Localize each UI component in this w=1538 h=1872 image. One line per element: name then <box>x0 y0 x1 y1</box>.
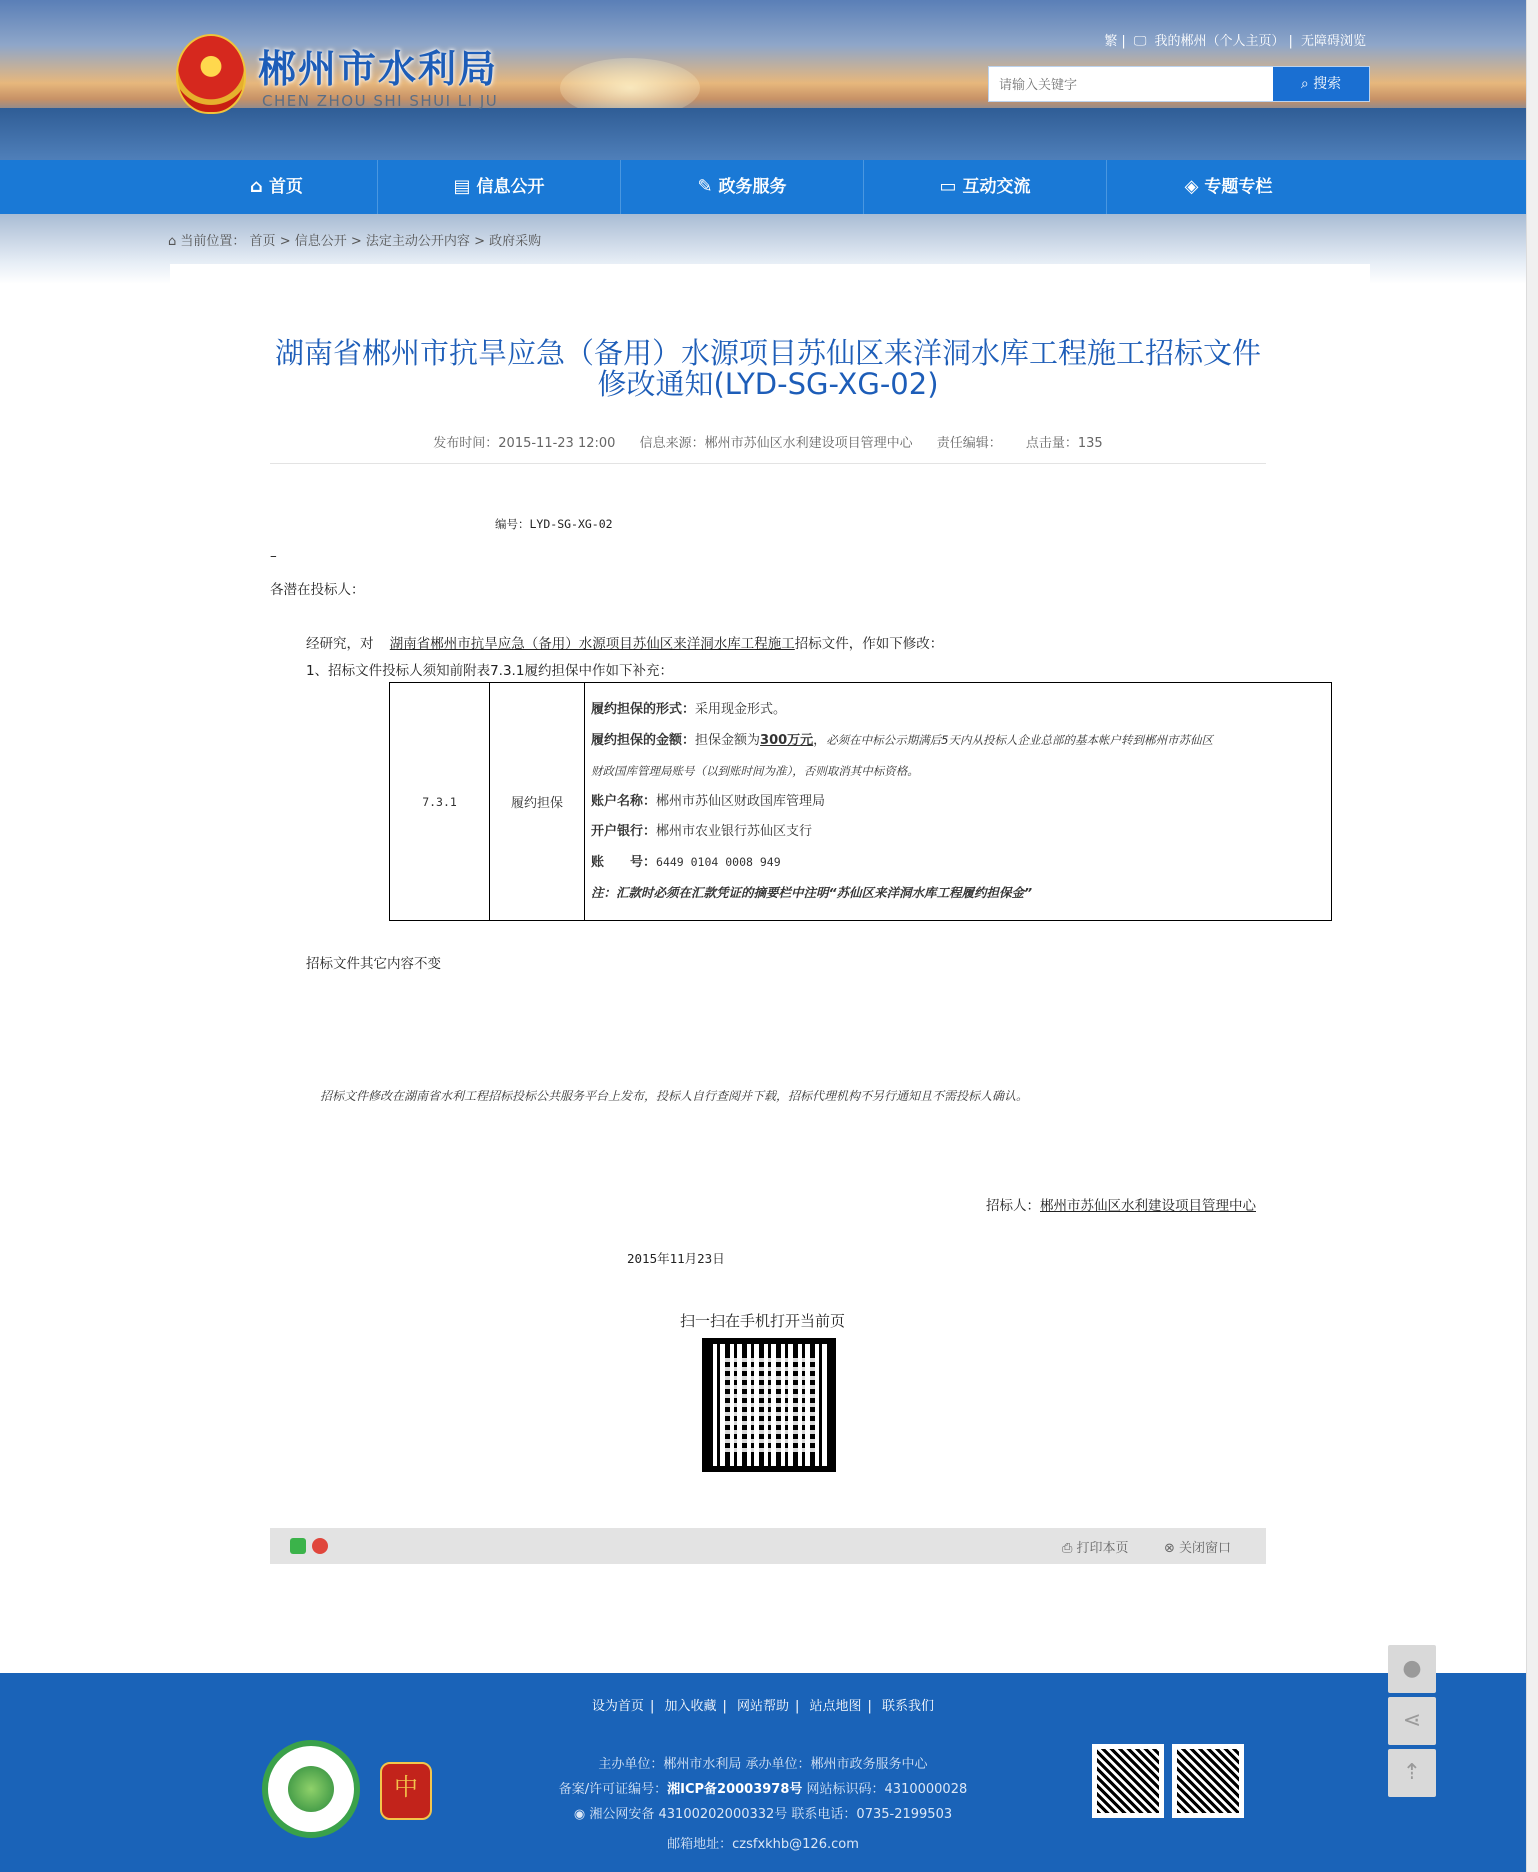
site-map-link[interactable]: 站点地图 <box>809 1699 862 1714</box>
amount-note-row <box>591 756 1325 787</box>
print-button[interactable] <box>1062 1537 1129 1556</box>
national-emblem-icon <box>176 34 246 114</box>
paragraph-3: 招标文件其它内容不变 <box>306 956 441 972</box>
amount-value: 300万元 <box>760 732 814 748</box>
form-row <box>591 695 1325 725</box>
breadcrumb-info-public[interactable]: 信息公开 <box>294 234 347 249</box>
nav-label: 专题专栏 <box>1204 177 1273 197</box>
printer-icon: ⎙ <box>1062 1541 1077 1556</box>
nav-item-home[interactable] <box>176 160 378 214</box>
breadcrumb-prefix: 当前位置： <box>180 234 246 249</box>
dash-mark: – <box>270 548 277 564</box>
close-label: 关闭窗口 <box>1179 1541 1232 1556</box>
site-help-link[interactable]: 网站帮助 <box>736 1699 789 1714</box>
nav-item-gov-service[interactable] <box>621 160 864 214</box>
paragraph-2: 1、招标文件投标人须知前附表7.3.1履约担保中作如下补充： <box>306 663 673 679</box>
police-badge-icon: ◉ <box>573 1807 590 1822</box>
footer <box>0 1673 1526 1872</box>
para1-suffix: 招标文件，作如下修改： <box>794 636 944 652</box>
publication-notice: 招标文件修改在湖南省水利工程招标投标公共服务平台上发布，投标人自行查阅并下载，招标代理机构不另行通知且不需投标人确认。 <box>320 1089 1029 1103</box>
account-name-row <box>591 787 1325 817</box>
divider <box>270 463 1266 464</box>
account-name-label: 账户名称： <box>591 793 657 809</box>
note-row <box>591 878 1325 909</box>
account-name: 郴州市苏仙区财政国库管理局 <box>656 793 826 809</box>
project-name-link[interactable]: 湖南省郴州市抗旱应急（备用）水源项目苏仙区来洋洞水库工程施工 <box>389 636 795 652</box>
clause-content <box>585 683 1332 921</box>
site-logo-pinyin: CHEN ZHOU SHI SHUI LI JU <box>262 92 499 110</box>
signer-label: 招标人： <box>986 1198 1040 1214</box>
search-input[interactable] <box>989 67 1273 101</box>
paragraph-1 <box>306 632 943 652</box>
amount-suffix: ， <box>813 732 827 748</box>
search-button-label: 搜索 <box>1313 76 1342 92</box>
info-source: 信息来源：郴州市苏仙区水利建设项目管理中心 <box>639 436 913 451</box>
layers-icon: ◈ <box>1184 176 1199 197</box>
top-links: 繁 | 🖵 我的郴州（个人主页） | 无障碍浏览 <box>1104 34 1366 49</box>
amount-note-1: 必须在中标公示期满后5天内从投标人企业总部的基本帐户转到郴州市苏仙区 <box>826 732 1214 747</box>
home-small-icon: ⌂ <box>168 234 181 249</box>
icp-number[interactable]: 湘ICP备20003978号 <box>667 1782 803 1797</box>
icp-label: 备案/许可证编号： <box>558 1782 668 1797</box>
footer-qr-code-2 <box>1172 1744 1244 1818</box>
print-label: 打印本页 <box>1076 1541 1129 1556</box>
footer-icp <box>0 1778 1526 1797</box>
main-nav <box>0 160 1526 214</box>
para1-prefix: 经研究，对 <box>306 636 374 652</box>
vertical-scrollbar[interactable] <box>1526 0 1538 1872</box>
greeting: 各潜在投标人： <box>270 582 365 598</box>
share-float-icon[interactable]: ⋖ <box>1388 1697 1436 1745</box>
my-chenzhou-link[interactable]: 我的郴州（个人主页） <box>1154 34 1285 49</box>
wechat-share-icon[interactable] <box>290 1538 306 1554</box>
bank-row <box>591 817 1325 847</box>
nav-label: 首页 <box>268 177 303 197</box>
sign-date: 2015年11月23日 <box>627 1251 725 1266</box>
qr-pattern <box>1177 1749 1239 1813</box>
page-qr-code <box>702 1338 836 1472</box>
footer-sponsor: 主办单位：郴州市水利局 承办单位：郴州市政务服务中心 <box>598 1757 928 1772</box>
editor: 责任编辑： <box>936 436 1002 451</box>
account-no-label: 账 号： <box>591 854 657 870</box>
home-icon: ⌂ <box>250 176 263 197</box>
site-code: 网站标识码：4310000028 <box>802 1782 968 1797</box>
clause-number: 7.3.1 <box>390 683 490 921</box>
document-icon: ▤ <box>453 176 471 197</box>
account-no-row <box>591 847 1325 878</box>
footer-qr-code-1 <box>1092 1744 1164 1818</box>
amount-note-2: 财政国库管理局账号（以到账时间为准），否则取消其中标资格。 <box>591 763 919 778</box>
breadcrumb-home[interactable]: 首页 <box>249 234 276 249</box>
monitor-icon: 🖵 <box>1133 34 1147 49</box>
signer-name[interactable]: 郴州市苏仙区水利建设项目管理中心 <box>1040 1198 1256 1214</box>
set-homepage-link[interactable]: 设为首页 <box>591 1699 644 1714</box>
article-toolbar <box>270 1528 1266 1564</box>
mountains <box>0 108 1526 160</box>
contact-us-link[interactable]: 联系我们 <box>882 1699 935 1714</box>
clause-title: 履约担保 <box>490 683 585 921</box>
breadcrumb: ⌂ 当前位置： 首页 > 信息公开 > 法定主动公开内容 > 政府采购 <box>168 234 542 249</box>
add-favorite-link[interactable]: 加入收藏 <box>664 1699 717 1714</box>
document-number: 编号：LYD-SG-XG-02 <box>495 517 613 531</box>
search-box <box>988 66 1370 102</box>
bank-name: 郴州市农业银行苏仙区支行 <box>656 823 813 839</box>
nav-item-special[interactable] <box>1107 160 1350 214</box>
chat-icon: ▭ <box>939 176 957 197</box>
qr-caption: 扫一扫在手机打开当前页 <box>680 1312 846 1330</box>
article-meta <box>270 432 1266 451</box>
publish-time: 发布时间：2015-11-23 12:00 <box>433 436 616 451</box>
traditional-chinese-link[interactable]: 繁 <box>1104 34 1118 49</box>
nav-item-info-public[interactable] <box>378 160 621 214</box>
form-label: 履约担保的形式： <box>591 701 696 717</box>
nav-item-interaction[interactable] <box>864 160 1107 214</box>
guarantee-table <box>389 682 1332 921</box>
nav-label: 互动交流 <box>962 177 1031 197</box>
site-logo-title[interactable]: 郴州市水利局 <box>258 47 499 91</box>
police-record: 湘公网安备 43100202000332号 联系电话：0735-2199503 <box>589 1807 953 1822</box>
amount-row <box>591 725 1325 756</box>
footer-links: 设为首页 | 加入收藏 | 网站帮助 | 站点地图 | 联系我们 <box>591 1699 935 1714</box>
civilization-badge-icon[interactable] <box>262 1740 360 1838</box>
amount-prefix: 担保金额为 <box>695 732 761 748</box>
account-no: 6449 0104 0008 949 <box>656 854 781 869</box>
edit-icon: ✎ <box>697 176 713 197</box>
article-title: 湖南省郴州市抗旱应急（备用）水源项目苏仙区来洋洞水库工程施工招标文件修改通知(LYD-SG-XG-02) <box>274 336 1261 401</box>
search-icon: ⌕ <box>1300 76 1314 92</box>
amount-label: 履约担保的金额： <box>591 732 696 748</box>
signer <box>986 1194 1256 1214</box>
close-window-button[interactable] <box>1164 1537 1231 1556</box>
party-gov-badge-icon[interactable]: 中 <box>380 1762 432 1820</box>
wechat-float-icon[interactable]: ● <box>1388 1645 1436 1693</box>
bank-label: 开户银行： <box>591 823 657 839</box>
breadcrumb-statutory[interactable]: 法定主动公开内容 <box>365 234 470 249</box>
footer-email: 邮箱地址：czsfxkhb@126.com <box>667 1837 859 1852</box>
form-value: 采用现金形式。 <box>695 701 787 717</box>
footer-police <box>0 1803 1526 1822</box>
nav-label: 信息公开 <box>476 177 545 197</box>
qr-pattern <box>1097 1749 1159 1813</box>
remittance-note: 注：汇款时必须在汇款凭证的摘要栏中注明“苏仙区来洋洞水库工程履约担保金” <box>591 884 1033 900</box>
accessibility-link[interactable]: 无障碍浏览 <box>1300 34 1366 49</box>
view-count: 点击量：135 <box>1025 436 1103 451</box>
breadcrumb-procurement[interactable]: 政府采购 <box>489 234 542 249</box>
weibo-share-icon[interactable] <box>312 1538 328 1554</box>
badge-leaf <box>288 1766 334 1812</box>
close-circle-icon: ⊗ <box>1164 1541 1180 1556</box>
search-button[interactable] <box>1273 67 1369 101</box>
nav-label: 政务服务 <box>718 177 787 197</box>
back-to-top-icon[interactable]: ⇡ <box>1388 1749 1436 1797</box>
